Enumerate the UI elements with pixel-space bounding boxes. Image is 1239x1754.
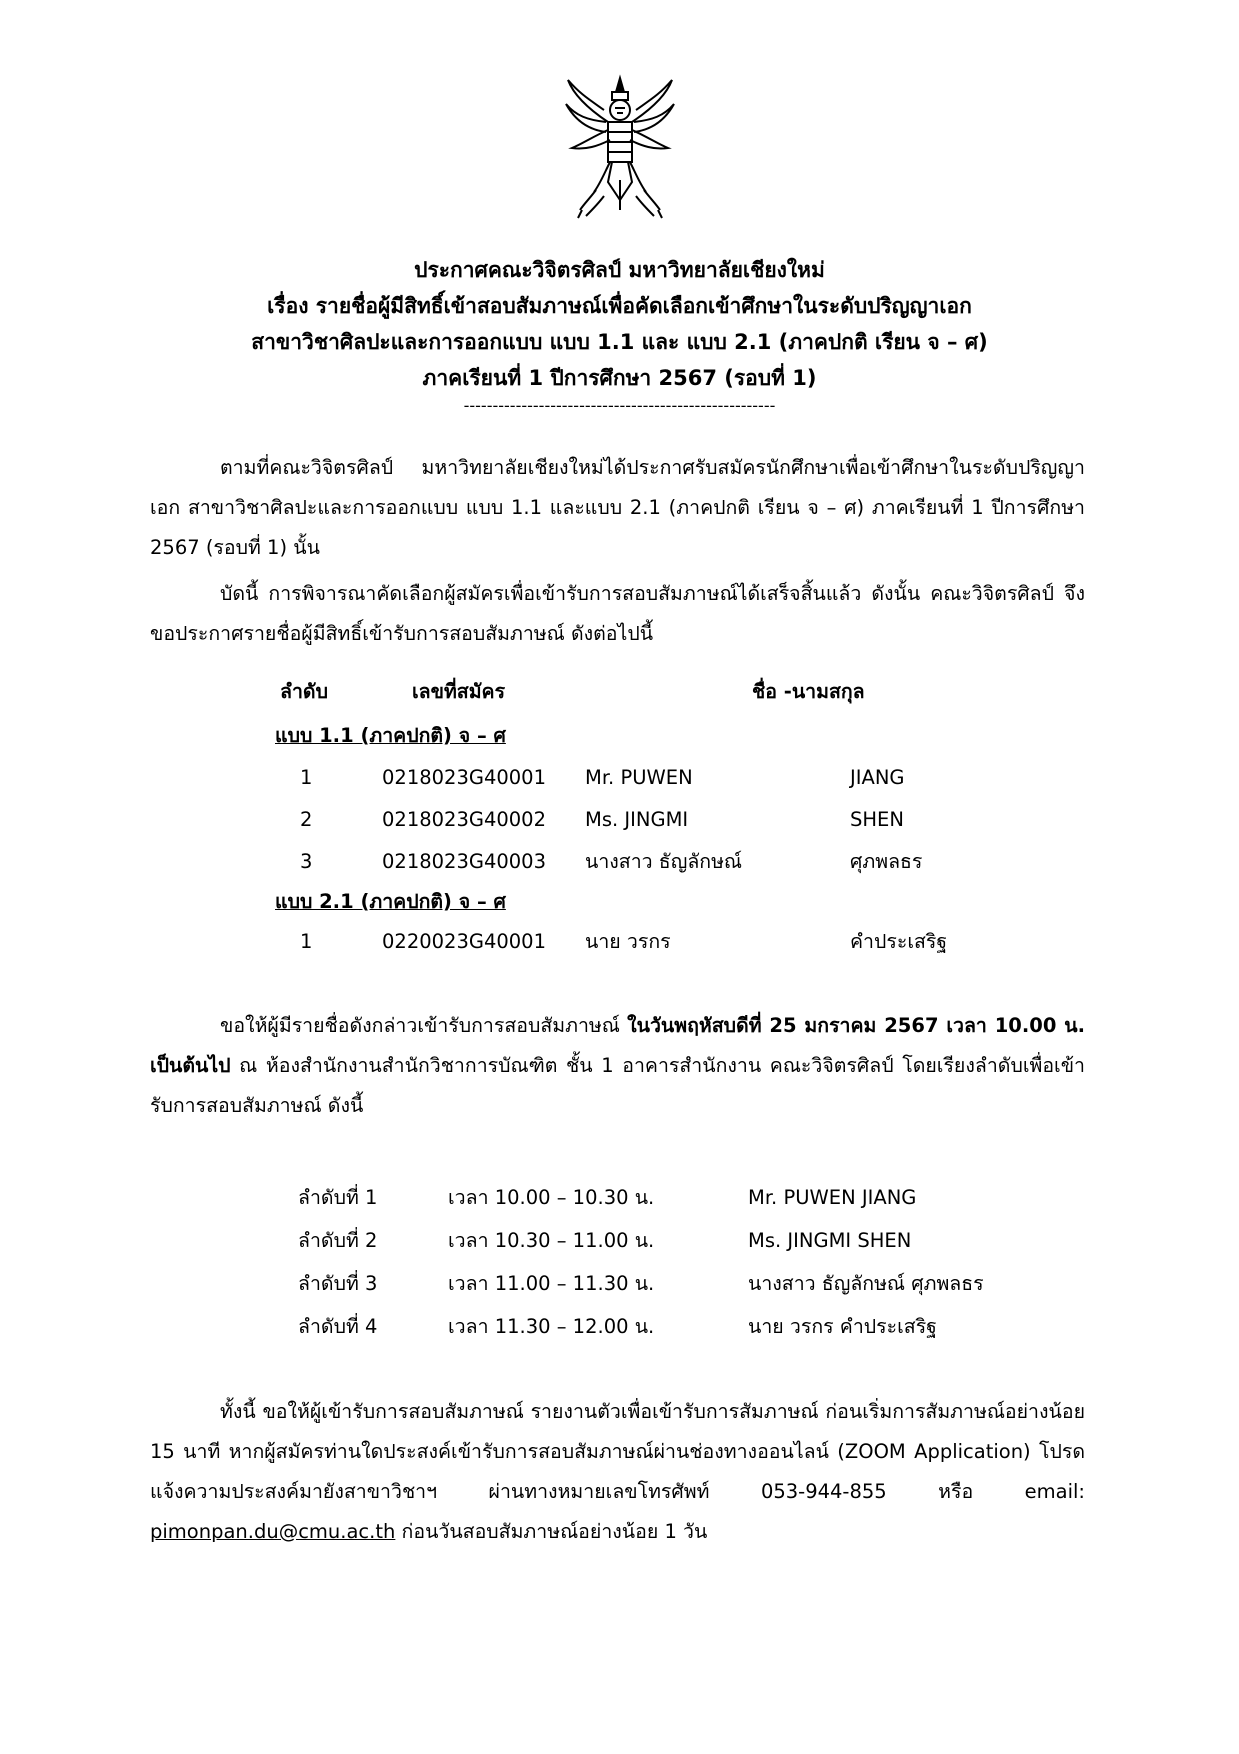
table-row-no: 1 xyxy=(300,766,313,789)
table-row-last-name: ศุภพลธร xyxy=(850,850,923,873)
schedule-order: ลำดับที่ 1 xyxy=(298,1186,378,1209)
header-line-3: สาขาวิชาศิลปะและการออกแบบ แบบ 1.1 และ แบบ 2.1 (ภาคปกติ เรียน จ – ศ) xyxy=(251,330,988,354)
report-instructions-tail: ก่อนวันสอบสัมภาษณ์อย่างน้อย 1 วัน xyxy=(395,1520,708,1543)
header-line-2: เรื่อง รายชื่อผู้มีสิทธิ์เข้าสอบสัมภาษณ์เพื่อคัดเลือกเข้าศึกษาในระดับปริญญาเอก xyxy=(267,294,972,318)
contact-email-link[interactable]: pimonpan.du@cmu.ac.th xyxy=(150,1520,396,1543)
schedule-time: เวลา 10.30 – 11.00 น. xyxy=(448,1229,655,1252)
header-line-4: ภาคเรียนที่ 1 ปีการศึกษา 2567 (รอบที่ 1) xyxy=(422,366,817,390)
schedule-order: ลำดับที่ 4 xyxy=(298,1315,378,1338)
table-row-first-name: นางสาว ธัญลักษณ์ xyxy=(585,850,743,873)
table-header-name: ชื่อ -นามสกุล xyxy=(752,680,865,703)
table-row-app-id: 0218023G40001 xyxy=(382,766,546,789)
schedule-name: Mr. PUWEN JIANG xyxy=(748,1186,917,1209)
report-instructions-text: ทั้งนี้ ขอให้ผู้เข้ารับการสอบสัมภาษณ์ รายงานตัวเพื่อเข้ารับการสัมภาษณ์ ก่อนเริ่มการสัมภาษณ์อย่างน้อย 15 นาที หากผู้สมัครท่านใดประสงค์เข้ารับการสอบสัมภาษณ์ผ่านช่องทางออนไลน์ (ZOOM Application) โปรดแจ้งความประสงค์มายังสาขาวิชาฯ ผ่านทางหมายเลขโทรศัพท์ 053-944-855 หรือ email: xyxy=(150,1400,1085,1503)
table-row-no: 3 xyxy=(300,850,313,873)
table-row-last-name: SHEN xyxy=(850,808,904,831)
group-title-1-1: แบบ 1.1 (ภาคปกติ) จ – ศ xyxy=(275,724,506,747)
schedule-order: ลำดับที่ 3 xyxy=(298,1272,378,1295)
schedule-order: ลำดับที่ 2 xyxy=(298,1229,378,1252)
table-header-no: ลำดับ xyxy=(280,680,328,703)
schedule-time: เวลา 10.00 – 10.30 น. xyxy=(448,1186,655,1209)
table-row-last-name: JIANG xyxy=(850,766,905,789)
interview-location-text: ณ ห้องสำนักงานสำนักวิชาการบัณฑิต ชั้น 1 อาคารสำนักงาน คณะวิจิตรศิลป์ โดยเรียงลำดับเพื่อเข้ารับการสอบสัมภาษณ์ ดังนี้ xyxy=(150,1054,1085,1117)
table-row-last-name: คำประเสริฐ xyxy=(850,930,948,953)
table-row-first-name: นาย วรกร xyxy=(585,930,671,953)
announcement-header xyxy=(0,252,1239,416)
table-row-app-id: 0218023G40003 xyxy=(382,850,546,873)
interview-date-paragraph xyxy=(150,1006,1085,1126)
interview-date-text: ในวันพฤหัสบดีที่ 25 มกราคม 2567 เวลา 10.00 น. เป็นต้นไป xyxy=(150,1014,1085,1077)
schedule-name: นางสาว ธัญลักษณ์ ศุภพลธร xyxy=(748,1272,984,1295)
group-title-2-1: แบบ 2.1 (ภาคปกติ) จ – ศ xyxy=(275,890,506,913)
table-row-first-name: Mr. PUWEN xyxy=(585,766,693,789)
announcement-paragraph xyxy=(150,574,1085,654)
intro-paragraph xyxy=(150,448,1085,568)
garuda-emblem-icon xyxy=(560,70,680,230)
table-row-no: 1 xyxy=(300,930,313,953)
schedule-name: นาย วรกร คำประเสริฐ xyxy=(748,1315,937,1338)
schedule-time: เวลา 11.30 – 12.00 น. xyxy=(448,1315,655,1338)
table-row-app-id: 0218023G40002 xyxy=(382,808,546,831)
table-header-app-id: เลขที่สมัคร xyxy=(412,680,506,703)
schedule-time: เวลา 11.00 – 11.30 น. xyxy=(448,1272,655,1295)
table-row-first-name: Ms. JINGMI xyxy=(585,808,689,831)
interview-lead-text: ขอให้ผู้มีรายชื่อดังกล่าวเข้ารับการสอบสัมภาษณ์ xyxy=(220,1014,628,1037)
intro-paragraph-text: ตามที่คณะวิจิตรศิลป์ มหาวิทยาลัยเชียงใหม่ได้ประกาศรับสมัครนักศึกษาเพื่อเข้าศึกษาในระดับปริญญาเอก สาขาวิชาศิลปะและการออกแบบ แบบ 1.1 และแบบ 2.1 (ภาคปกติ เรียน จ – ศ) ภาคเรียนที่ 1 ปีการศึกษา 2567 (รอบที่ 1) นั้น xyxy=(150,456,1085,559)
schedule-name: Ms. JINGMI SHEN xyxy=(748,1229,912,1252)
report-instructions-paragraph xyxy=(150,1392,1085,1552)
table-row-no: 2 xyxy=(300,808,313,831)
table-row-app-id: 0220023G40001 xyxy=(382,930,546,953)
header-separator: ------------------------------------------------------ xyxy=(463,396,776,415)
header-line-1: ประกาศคณะวิจิตรศิลป์ มหาวิทยาลัยเชียงใหม่ xyxy=(414,258,825,282)
announcement-paragraph-text: บัดนี้ การพิจารณาคัดเลือกผู้สมัครเพื่อเข้ารับการสอบสัมภาษณ์ได้เสร็จสิ้นแล้ว ดังนั้น คณะวิจิตรศิลป์ จึงขอประกาศรายชื่อผู้มีสิทธิ์เข้ารับการสอบสัมภาษณ์ ดังต่อไปนี้ xyxy=(150,582,1085,645)
